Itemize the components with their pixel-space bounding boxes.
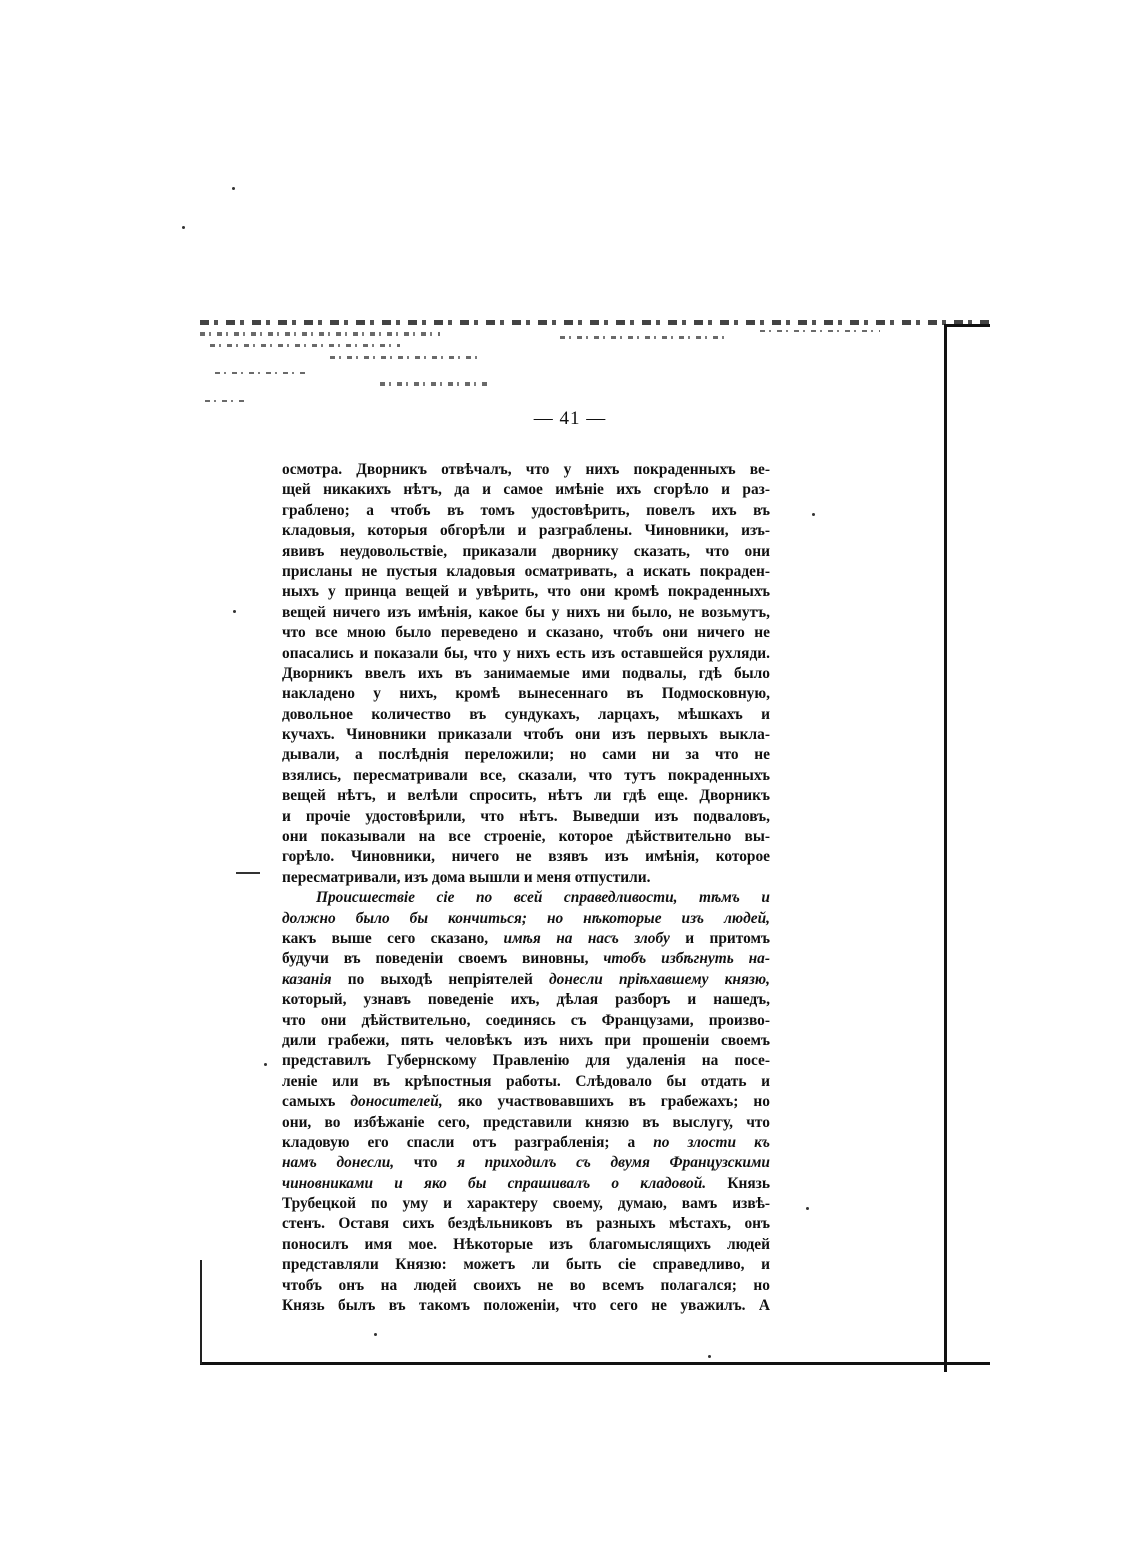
text-line [282,847,770,867]
text-run: яко участвовавшихъ въ грабежахъ; но [442,1093,770,1111]
text-run: граблено; а чтобъ въ томъ удостовѣрить, повелъ ихъ въ [282,501,770,519]
text-run: и притомъ [669,929,770,947]
scan-speck [806,1207,809,1210]
text-line [282,745,770,765]
text-run: явивъ неудовольствіе, приказали дворнику сказать, что они [282,542,770,560]
text-line [282,725,770,745]
text-line [282,603,770,623]
text-line [282,480,770,500]
text-line [282,1072,770,1092]
text-line [282,582,770,602]
text-line [282,1051,770,1071]
text-line [282,1011,770,1031]
scan-speck [236,872,260,874]
text-line [282,623,770,643]
text-line [282,521,770,541]
text-run: который, узнавъ поведеніе ихъ, дѣлая разборъ и нашедъ, [282,991,770,1009]
text-line [282,807,770,827]
italic-text-run: я приходилъ съ двумя Французскими [457,1154,770,1172]
italic-text-run: имѣя на насъ злобу [503,929,670,947]
text-run: дили грабежи, пять человѣкъ изъ нихъ при прошеніи своемъ [282,1031,770,1049]
italic-text-run: чиновниками и яко бы спрашивалъ о кладовой. [282,1174,707,1192]
text-line [282,1031,770,1051]
scan-speck [374,1333,377,1336]
text-run: поносилъ имя мое. Нѣкоторые изъ благомыслящихъ людей [282,1235,770,1253]
italic-text-run: намъ донесли, [282,1154,395,1172]
text-run: вещей нѣтъ, и велѣли спросить, нѣтъ ли гдѣ еще. Дворникъ [282,787,770,805]
text-run: кладовыя, которыя обгорѣли и разграблены. Чиновники, изъ- [282,522,770,540]
text-run: Трубецкой по уму и характеру своему, думаю, вамъ извѣ- [282,1195,770,1213]
text-line [282,786,770,806]
text-line [282,460,770,480]
text-run: что они дѣйствительно, соединясь съ Французами, произво- [282,1011,770,1029]
text-line [282,1113,770,1133]
text-run: кучахъ. Чиновники приказали чтобъ они изъ первыхъ выкла- [282,726,770,744]
text-line [282,1214,770,1234]
text-line [282,664,770,684]
text-run: стенъ. Оставя сихъ бездѣльниковъ въ разныхъ мѣстахъ, онъ [282,1215,770,1233]
right-border-cap [944,324,990,327]
italic-text-run: по злости къ [653,1133,770,1151]
text-run: Дворникъ ввелъ ихъ въ занимаемые ими подвалы, гдѣ было [282,664,770,682]
scan-smudge [380,382,490,386]
text-run: что [394,1154,458,1172]
text-line [282,684,770,704]
right-border [944,326,947,1372]
text-line [282,1153,770,1173]
text-run: горѣло. Чиновники, ничего не взявъ изъ имѣнія, которое [282,848,770,866]
scan-smudge [215,372,305,374]
text-run: вещей ничего изъ имѣнія, какое бы у нихъ ни было, не возьмутъ, [282,603,770,621]
scan-speck [182,226,185,229]
text-line [282,868,770,888]
text-line [282,1296,770,1316]
text-line [282,644,770,664]
scan-speck [232,187,235,190]
text-run: довольное количество въ сундукахъ, ларцахъ, мѣшкахъ и [282,705,770,723]
scan-smudge [205,400,245,402]
text-run: они, во избѣжаніе сего, представили князю въ выслугу, что [282,1113,770,1131]
italic-text-run: казанія [282,970,332,988]
text-run: будучи въ поведеніи своемъ виновны, [282,950,604,968]
text-run: представляли Князю: можетъ ли быть сіе справедливо, и [282,1256,770,1274]
page-number: — 41 — [533,408,607,429]
text-run: пересматривали, изъ дома вышли и меня отпустили. [282,868,651,886]
text-line [282,1276,770,1296]
text-run: что все мною было переведено и сказано, чтобъ они ничего не [282,624,770,642]
text-line [282,888,770,908]
text-run: по выходѣ непріятелей [331,970,549,988]
text-run: дывали, а послѣднія переложили; но сами ни за что не [282,746,770,764]
text-run: осмотра. Дворникъ отвѣчалъ, что у нихъ покраденныхъ ве- [282,461,770,478]
text-line [282,1133,770,1153]
italic-text-run: донесли пріѣхавшему князю, [548,970,770,988]
text-run: Князь [706,1174,770,1192]
text-line [282,909,770,929]
text-run: представилъ Губернскому Правленію для удаленія на посе- [282,1052,770,1070]
text-run: накладено у нихъ, кромѣ вынесеннаго въ Подмосковную, [282,685,770,703]
scan-speck [264,1063,267,1066]
text-run: кладовую его спасли отъ разграбленія; а [282,1133,654,1151]
text-line [282,1174,770,1194]
italic-text-run: доносителей, [350,1093,443,1111]
body-text [282,460,770,1316]
text-line [282,1194,770,1214]
text-line [282,705,770,725]
text-line [282,949,770,969]
text-run: взялись, пересматривали все, сказали, что тутъ покраденныхъ [282,766,770,784]
text-run: они показывали на все строеніе, которое дѣйствительно вы- [282,828,770,846]
scan-smudge [560,336,730,339]
text-line [282,970,770,990]
text-line [282,929,770,949]
text-line [282,990,770,1010]
text-line [282,827,770,847]
text-line [282,1092,770,1112]
text-line [282,542,770,562]
left-border-fragment [200,1260,202,1364]
text-run: чтобъ онъ на людей своихъ не во всемъ полагался; но [282,1276,770,1294]
text-run: ныхъ у принца вещей и увѣрить, что они кромѣ покраденныхъ [282,583,770,601]
text-line [282,766,770,786]
text-run: присланы не пустыя кладовыя осматривать, а искать покраден- [282,562,770,580]
text-line [282,562,770,582]
scan-smudge [210,344,400,347]
text-run: Князь былъ въ такомъ положеніи, что сего не уважилъ. А [282,1297,770,1315]
text-run: опасались и показали бы, что у нихъ есть изъ оставшейся рухляди. [282,644,770,662]
text-line [282,1235,770,1255]
text-run: какъ выше сего сказано, [282,929,504,947]
scan-smudge [760,330,880,332]
scan-smudge [330,356,480,359]
text-run: щей никакихъ нѣтъ, да и самое имѣніе ихъ сгорѣло и раз- [282,481,770,499]
text-run: самыхъ [282,1093,351,1111]
text-line [282,501,770,521]
bottom-border [200,1362,990,1365]
italic-text-run: Происшествіе сіе по всей справедливости, тѣмъ и [316,889,770,907]
text-run: и прочіе удостовѣрили, что нѣтъ. Выведши изъ подваловъ, [282,807,770,825]
scan-speck [708,1355,711,1358]
italic-text-run: чтобъ избѣгнуть на- [603,950,770,968]
scan-smudge [200,332,440,336]
text-line [282,1255,770,1275]
top-border [200,320,990,325]
scan-speck [812,513,815,516]
italic-text-run: должно было бы кончиться; но нѣкоторые изъ людей, [282,909,770,927]
text-run: леніе или въ крѣпостныя работы. Слѣдовало бы отдать и [282,1072,770,1090]
scan-speck [233,610,236,613]
